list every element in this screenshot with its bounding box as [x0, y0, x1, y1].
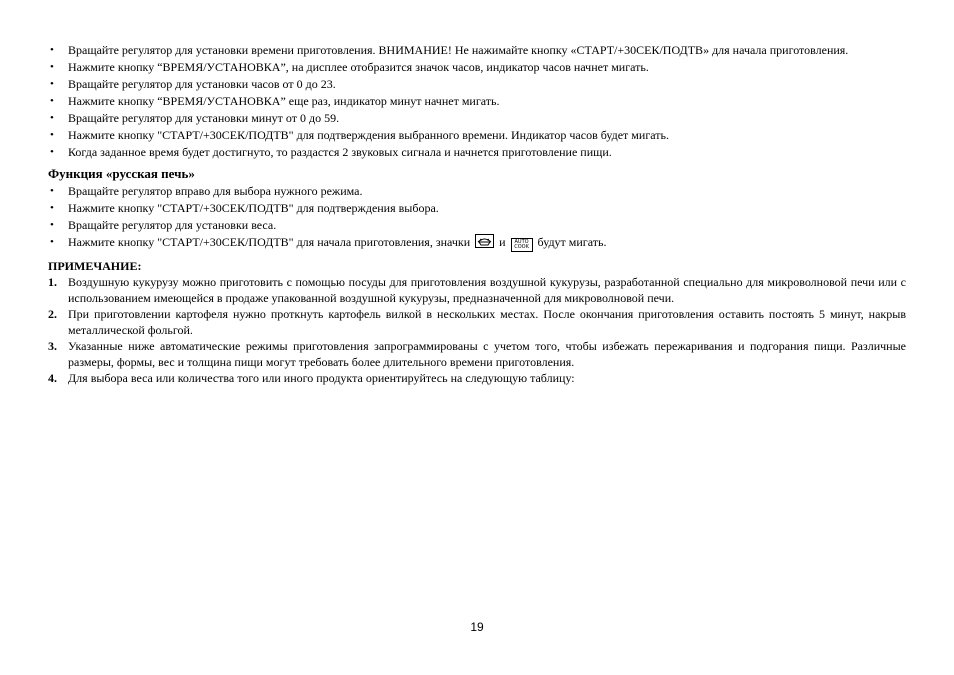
bullet-marker: • — [50, 44, 54, 56]
note-item — [48, 338, 906, 370]
bullet-marker: • — [50, 202, 54, 214]
list-item — [48, 59, 906, 75]
list-item — [48, 183, 906, 199]
bullet-marker: • — [50, 185, 54, 197]
list-item-text: Вращайте регулятор для установки часов от 0 до 23. — [68, 77, 336, 91]
page-number: 19 — [470, 620, 484, 634]
list-item — [48, 93, 906, 109]
bullet-marker: • — [50, 95, 54, 107]
note-item — [48, 274, 906, 306]
list-item-text: Вращайте регулятор для установки веса. — [68, 218, 277, 232]
list-item — [48, 144, 906, 160]
note-number: 3. — [48, 339, 57, 353]
note-number: 4. — [48, 371, 57, 385]
russian-oven-bullet-list — [48, 183, 906, 252]
list-item — [48, 76, 906, 92]
conjunction-text: и — [499, 235, 506, 249]
note-text: Воздушную кукурузу можно приготовить с помощью посуды для приготовления воздушной кукурузы, разработанной специально для микроволновой печи или с использованием имеющейся в продаже упакованной воздушной кукурузы, предназначенной для микроволновой печи. — [68, 275, 906, 305]
list-item-text-after: будут мигать. — [537, 235, 607, 249]
bullet-marker: • — [50, 78, 54, 90]
section-heading-russian-oven: Функция «русская печь» — [48, 166, 195, 181]
note-number: 2. — [48, 307, 57, 321]
list-item-text: Нажмите кнопку “ВРЕМЯ/УСТАНОВКА”, на дисплее отобразится значок часов, индикатор часов начнет мигать. — [68, 60, 649, 74]
bullet-marker: • — [50, 61, 54, 73]
bullet-marker: • — [50, 129, 54, 141]
bullet-marker: • — [50, 219, 54, 231]
list-item-text: Вращайте регулятор для установки минут от 0 до 59. — [68, 111, 340, 125]
note-item — [48, 370, 906, 386]
notes-list — [48, 274, 906, 386]
list-item — [48, 234, 906, 252]
list-item-text: Вращайте регулятор для установки времени приготовления. ВНИМАНИЕ! Не нажимайте кнопку «СТАРТ/+30СЕК/ПОДТВ» для начала приготовления. — [68, 43, 849, 57]
list-item-text: Нажмите кнопку “ВРЕМЯ/УСТАНОВКА” еще раз, индикатор минут начнет мигать. — [68, 94, 500, 108]
list-item-text: Когда заданное время будет достигнуто, то раздастся 2 звуковых сигнала и начнется приготовление пищи. — [68, 145, 612, 159]
bullet-marker: • — [50, 112, 54, 124]
list-item-text: Нажмите кнопку "СТАРТ/+30СЕК/ПОДТВ" для подтверждения выбранного времени. Индикатор часов будет мигать. — [68, 128, 669, 142]
auto-cook-icon-line2: COOK — [514, 244, 529, 250]
auto-cook-icon-line1: AUTO — [514, 239, 529, 245]
list-item-text-before: Нажмите кнопку "СТАРТ/+30СЕК/ПОДТВ" для начала приготовления, значки — [68, 235, 471, 249]
bullet-marker: • — [50, 146, 54, 158]
document-page — [48, 42, 906, 386]
list-item — [48, 110, 906, 126]
list-item-text: Нажмите кнопку "СТАРТ/+30СЕК/ПОДТВ" для подтверждения выбора. — [68, 201, 439, 215]
list-item — [48, 127, 906, 143]
list-item-text: Вращайте регулятор вправо для выбора нужного режима. — [68, 184, 363, 198]
bullet-marker: • — [50, 236, 54, 248]
note-text: При приготовлении картофеля нужно проткнуть картофель вилкой в нескольких местах. После окончания приготовления оставить постоять 5 минут, накрыв металлической фольгой. — [68, 307, 906, 337]
list-item — [48, 42, 906, 58]
note-text: Для выбора веса или количества того или иного продукта ориентируйтесь на следующую таблицу: — [68, 371, 575, 385]
list-item — [48, 217, 906, 233]
list-item — [48, 200, 906, 216]
auto-cook-icon — [511, 238, 533, 252]
note-text: Указанные ниже автоматические режимы приготовления запрограммированы с учетом того, чтобы избежать пережаривания и подгорания пищи. Различные размеры, формы, вес и толщина пищи могут требовать более длительного времени приготовления. — [68, 339, 906, 369]
note-number: 1. — [48, 275, 57, 289]
note-item — [48, 306, 906, 338]
note-title: ПРИМЕЧАНИЕ: — [48, 259, 142, 273]
intro-bullet-list — [48, 42, 906, 160]
oven-pot-icon — [475, 234, 494, 248]
